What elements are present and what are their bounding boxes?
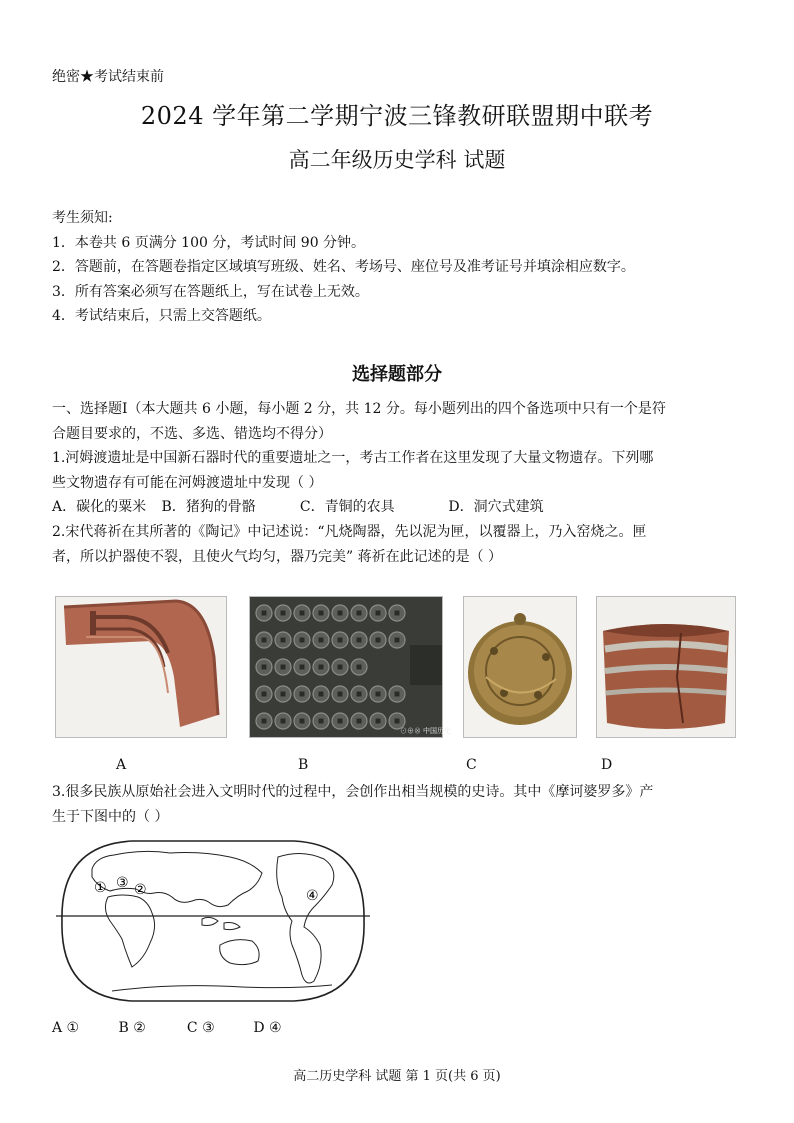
question-3-line: 生于下图中的（ ） — [52, 808, 169, 825]
world-map — [52, 835, 374, 1007]
question-1-line: 1.河姆渡遗址是中国新石器时代的重要遗址之一，考古工作者在这里发现了大量文物遗存。下列哪 — [52, 450, 654, 466]
image-label-b: B — [298, 757, 309, 773]
secret-label: 绝密★考试结束前 — [52, 69, 164, 85]
exam-subtitle: 高二年级历史学科 试题 — [288, 148, 506, 172]
question-2-line: 2.宋代蒋祈在其所著的《陶记》中记述说：“凡烧陶器，先以泥为匣，以覆器上，乃入窑烧之。匣 — [52, 524, 647, 540]
notes-item: 3．所有答案必须写在答题纸上，写在试卷上无效。 — [52, 283, 369, 300]
image-label-a: A — [116, 757, 127, 773]
option-c: C．青铜的农具 — [299, 499, 395, 515]
notes-item: 1．本卷共 6 页满分 100 分，考试时间 90 分钟。 — [52, 234, 366, 251]
map-marker-1: ① — [94, 880, 107, 896]
image-watermark: ⊙⊕⊗ 中国历史 — [400, 728, 451, 735]
question-3-line: 3.很多民族从原始社会进入文明时代的过程中，会创作出相当规模的史诗。其中《摩诃婆罗多》产 — [52, 784, 654, 800]
exam-title: 2024 学年第二学期宁波三锋教研联盟期中联考 — [140, 102, 654, 130]
option-b: B．猪狗的骨骼 — [161, 499, 256, 515]
option-a: A ① — [52, 1020, 80, 1036]
image-b-coin-mold — [249, 596, 451, 738]
question-2 — [52, 520, 744, 569]
option-c: C ③ — [186, 1020, 215, 1036]
question-1 — [52, 446, 744, 520]
image-a-bronze-mold — [55, 596, 227, 738]
question-1-options — [52, 495, 744, 520]
question-3-options — [52, 1016, 282, 1040]
section-intro-line: 合题目要求的，不选、多选、错选均不得分） — [52, 425, 332, 442]
section-intro — [52, 397, 744, 446]
option-b: B ② — [118, 1020, 146, 1036]
option-d: D ④ — [253, 1020, 282, 1036]
option-a: A．碳化的粟米 — [52, 499, 147, 515]
map-marker-4: ④ — [306, 888, 319, 904]
image-label-c: C — [466, 757, 477, 773]
image-d-saggar — [596, 596, 736, 738]
option-d: D．洞穴式建筑 — [448, 499, 544, 515]
image-label-d: D — [601, 757, 613, 773]
exam-notes — [52, 206, 635, 329]
question-2-line: 者，所以护器使不裂，且使火气均匀，器乃完美” 蒋祈在此记述的是（ ） — [52, 548, 503, 565]
page-footer: 高二历史学科 试题 第 1 页(共 6 页) — [293, 1069, 501, 1084]
section-intro-line: 一、选择题Ⅰ（本大题共 6 小题，每小题 2 分，共 12 分。每小题列出的四个备选项中只有一个是符 — [52, 401, 666, 417]
map-marker-2: ② — [134, 882, 147, 898]
notes-item: 2．答题前，在答题卷指定区域填写班级、姓名、考场号、座位号及准考证号并填涂相应数字。 — [52, 259, 635, 275]
notes-item: 4．考试结束后，只需上交答题纸。 — [52, 308, 271, 324]
image-c-bronze-disc — [463, 596, 577, 738]
question-3 — [52, 780, 744, 829]
map-marker-3: ③ — [116, 875, 129, 891]
notes-heading: 考生须知: — [52, 210, 113, 226]
section-title: 选择题部分 — [352, 364, 442, 385]
question-1-line: 些文物遗存有可能在河姆渡遗址中发现（ ） — [52, 474, 323, 491]
